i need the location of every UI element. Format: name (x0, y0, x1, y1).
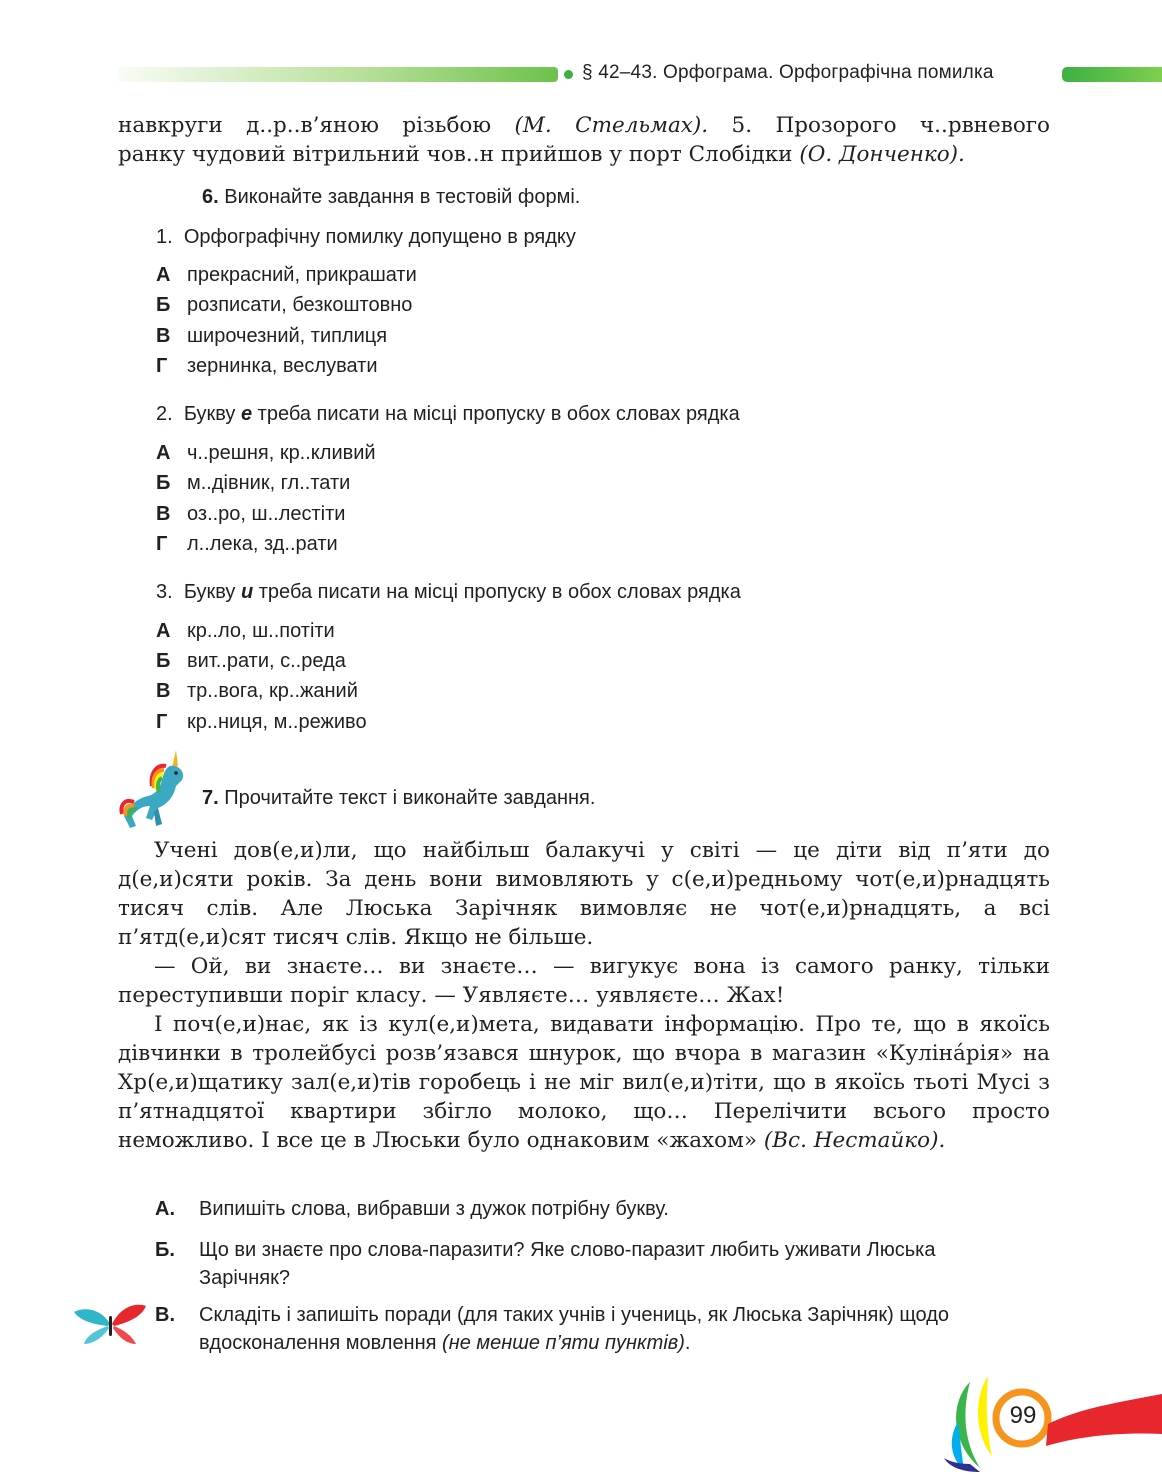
text-paragraph-2: — Ой, ви знаєте… ви знаєте… — вигукує вона із самого ранку, тільки переступивши поріг класу. — Уявляєте… уявляєте… Жах! (118, 954, 1050, 1008)
author-citation: (О. Донченко). (799, 142, 965, 167)
header-bar-right (1062, 67, 1162, 82)
option-3d: Г кр..ниця, м..реживо (156, 711, 367, 733)
option-3a: А кр..ло, ш..потіти (156, 620, 335, 642)
text-paragraph-1: Учені дов(е,и)ли, що найбільш балакучі у світі — це діти від п’яти до д(е,и)сяти років. За день вони вимовляють у с(е,и)редньому чот(е,и)рнадцять тисяч слів. Але Люська Зарічняк вимовляє не чот(е,и)рнадцять, а всі п’ятд(е,и)сят тисяч слів. Якщо не більше. (118, 838, 1050, 950)
subtask-b: Б. Що ви знаєте про слова-паразити? Яке слово-паразит любить уживати Люська Зарічняк? (155, 1239, 936, 1289)
task-6-heading: 6. Виконайте завдання в тестовій формі. (202, 186, 581, 208)
question-2: 2. Букву е треба писати на місці пропуску в обох словах рядка (156, 403, 740, 425)
option-1d: Г зернинка, веслувати (156, 355, 378, 377)
butterfly-icon (72, 1302, 148, 1346)
option-1a: А прекрасний, прикрашати (156, 264, 417, 286)
page-number: 99 (1009, 1402, 1037, 1429)
text-paragraph-3: І поч(е,и)нає, як із кул(е,и)мета, видавати інформацію. Про те, що в якоїсь дівчинки в тролейбусі розв’язався шнурок, що вчора в магазин «Кулінáрія» на Хр(е,и)щатику зал(е,и)тів горобець і не міг вил(е,и)тіти, що в якоїсь тьоті Мусі з п’ятнадцятої квартири збігло молоко, що… Перелічити всього просто неможливо. І все це в Люськи було однаковим «жахом» (Вс. Нестайко). (118, 1012, 1050, 1153)
rainbow-logo-icon (940, 1372, 1162, 1474)
option-2b: Б м..дівник, гл..тати (156, 472, 351, 494)
header-bar-left (118, 67, 558, 82)
section-title: § 42–43. Орфограма. Орфографічна помилка (582, 62, 994, 83)
question-1: 1. Орфографічну помилку допущено в рядку (156, 226, 576, 248)
task-7-heading: 7. Прочитайте текст і виконайте завдання. (202, 787, 596, 809)
task-7-text (118, 836, 1050, 1155)
option-1b: Б розписати, безкоштовно (156, 294, 413, 316)
option-1c: В широчезний, типлиця (156, 325, 388, 347)
subtask-c: В. Складіть і запишіть поради (для таких учнів і учениць, як Люська Зарічняк) щодо вдосконалення мовлення (не менше п’яти пунктів). (155, 1304, 950, 1354)
option-3c: В тр..вога, кр..жаний (156, 680, 358, 702)
author-citation: (М. Стельмах). (514, 113, 709, 138)
author-citation: (Вс. Нестайко). (763, 1128, 946, 1153)
header-bullet (564, 70, 573, 79)
question-3: 3. Букву и треба писати на місці пропуску в обох словах рядка (156, 581, 741, 603)
option-2c: В оз..ро, ш..лестіти (156, 503, 346, 525)
option-2a: А ч..решня, кр..кливий (156, 442, 376, 464)
intro-paragraph: навкруги д..р..в’яною різьбою (М. Стельмах). 5. Прозорого ч..рвневого ранку чудовий вітрильний чов..н прийшов у порт Слобідки (О. Донченко). (118, 113, 1050, 167)
subtask-a: А. Випишіть слова, вибравши з дужок потрібну букву. (155, 1198, 669, 1220)
unicorn-icon (116, 746, 204, 834)
option-2d: Г л..лека, зд..рати (156, 533, 338, 555)
option-3b: Б вит..рати, с..реда (156, 650, 346, 672)
